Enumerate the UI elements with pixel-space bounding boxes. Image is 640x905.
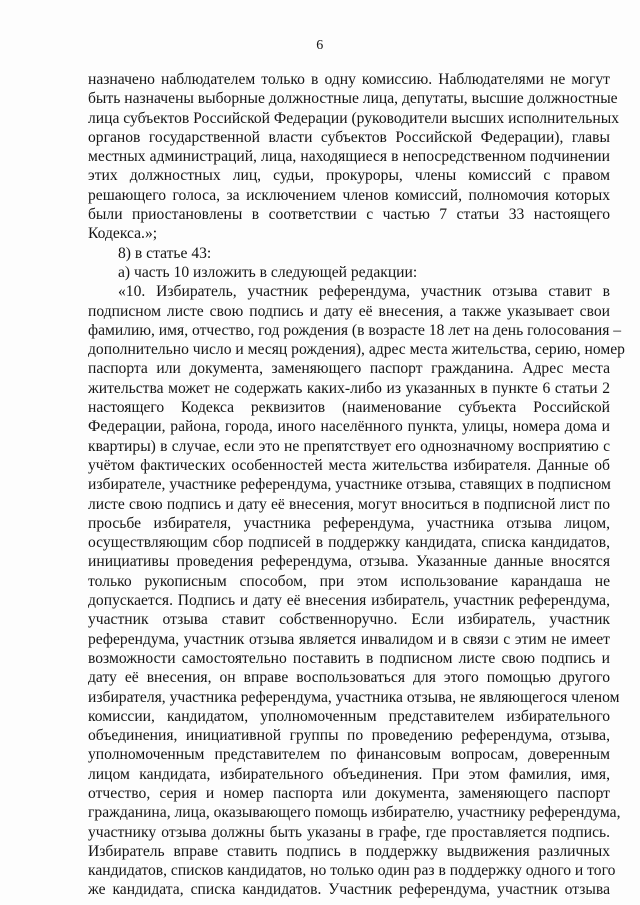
text-line: только рукописным способом, при этом использование карандаша не xyxy=(88,572,610,590)
text-line: листе свою подпись и дату её внесения, могут вноситься в подписной лист по xyxy=(88,495,610,513)
text-line: избирателя, участника референдума, участника отзыва, не являющегося членом xyxy=(88,688,620,706)
text-line: лицом кандидата, избирательного объединения. При этом фамилия, имя, xyxy=(88,765,610,783)
text-line: дату её внесения, он вправе воспользоваться для этого помощью другого xyxy=(88,669,610,687)
text-line: дополнительно число и месяц рождения), адрес места жительства, серию, номер xyxy=(88,341,625,359)
text-line: участник отзыва ставит собственноручно. Если избиратель, участник xyxy=(88,611,610,629)
text-line: органов государственной власти субъектов Российской Федерации), главы xyxy=(88,128,610,146)
page-number: 6 xyxy=(316,38,324,53)
text-line: местных администраций, лица, находящиеся в непосредственном подчинении xyxy=(88,148,610,166)
item-8-heading: 8) в статье 43: xyxy=(118,244,212,262)
text-line: квартиры) в случае, если это не препятствует его однозначному восприятию с xyxy=(88,437,610,455)
text-line: отчество, серия и номер паспорта или документа, заменяющего паспорт xyxy=(88,784,610,802)
text-line: паспорта или документа, заменяющего паспорт гражданина. Адрес места xyxy=(88,360,610,378)
text-line: Кодекса.»; xyxy=(88,225,158,243)
text-line: «10. Избиратель, участник референдума, участник отзыва ставит в xyxy=(118,283,610,301)
text-line: осуществляющим сбор подписей в поддержку кандидата, списка кандидатов, xyxy=(88,534,610,552)
text-line: же кандидата, списка кандидатов. Участник референдума, участник отзыва xyxy=(88,881,610,899)
text-line: допускается. Подпись и дату её внесения избиратель, участник референдума, xyxy=(88,592,610,610)
text-line: жительства может не содержать каких-либо из указанных в пункте 6 статьи 2 xyxy=(88,379,610,397)
text-line: референдума, участник отзыва является инвалидом и в связи с этим не имеет xyxy=(88,630,610,648)
text-line: инициативы проведения референдума, отзыва. Указанные данные вносятся xyxy=(88,553,610,571)
text-line: гражданина, лица, оказывающего помощь избирателю, участнику референдума, xyxy=(88,804,621,822)
text-line: учётом фактических особенностей места жительства избирателя. Данные об xyxy=(88,456,610,474)
text-line: комиссии, кандидатом, уполномоченным представителем избирательного xyxy=(88,707,610,725)
text-line: объединения, инициативной группы по проведению референдума, отзыва, xyxy=(88,727,610,745)
text-line: уполномоченным представителем по финансовым вопросам, доверенным xyxy=(88,746,610,764)
paragraph-observers xyxy=(88,70,619,244)
document-body xyxy=(88,70,625,900)
text-line: избирателе, участнике референдума, участнике отзыва, ставящих в подписном xyxy=(88,476,611,494)
text-line: назначено наблюдателем только в одну комиссию. Наблюдателями не могут xyxy=(88,71,610,88)
text-line: были приостановлены в соответствии с частью 7 статьи 33 настоящего xyxy=(88,206,610,224)
text-line: Избиратель вправе ставить подпись в поддержку выдвижения различных xyxy=(88,842,610,860)
text-line: участнику отзыва должны быть указаны в графе, где проставляется подпись. xyxy=(88,823,610,841)
text-line: настоящего Кодекса реквизитов (наименование субъекта Российской xyxy=(88,399,610,417)
text-line: подписном листе свою подпись и дату её внесения, а также указывает свои xyxy=(88,302,610,320)
text-line: решающего голоса, за исключением членов комиссий, полномочия которых xyxy=(88,186,610,204)
text-line: фамилию, имя, отчество, год рождения (в возрасте 18 лет на день голосования – xyxy=(88,321,622,339)
item-a-heading: а) часть 10 изложить в следующей редакции: xyxy=(118,263,418,281)
text-line: Федерации, района, города, иного населённого пункта, улицы, номера дома и xyxy=(88,418,610,436)
text-line: быть назначены выборные должностные лица, депутаты, высшие должностные xyxy=(88,90,618,108)
paragraph-part-10 xyxy=(88,282,625,900)
text-line: этих должностных лиц, судьи, прокуроры, члены комиссий с правом xyxy=(88,167,610,185)
text-line: просьбе избирателя, участника референдума, участника отзыва лицом, xyxy=(88,514,610,532)
text-line: кандидатов, списков кандидатов, но только один раз в поддержку одного и того xyxy=(88,862,616,880)
text-line: лица субъектов Российской Федерации (руководители высших исполнительных xyxy=(88,109,619,127)
text-line: возможности самостоятельно поставить в подписном листе свою подпись и xyxy=(88,649,610,667)
